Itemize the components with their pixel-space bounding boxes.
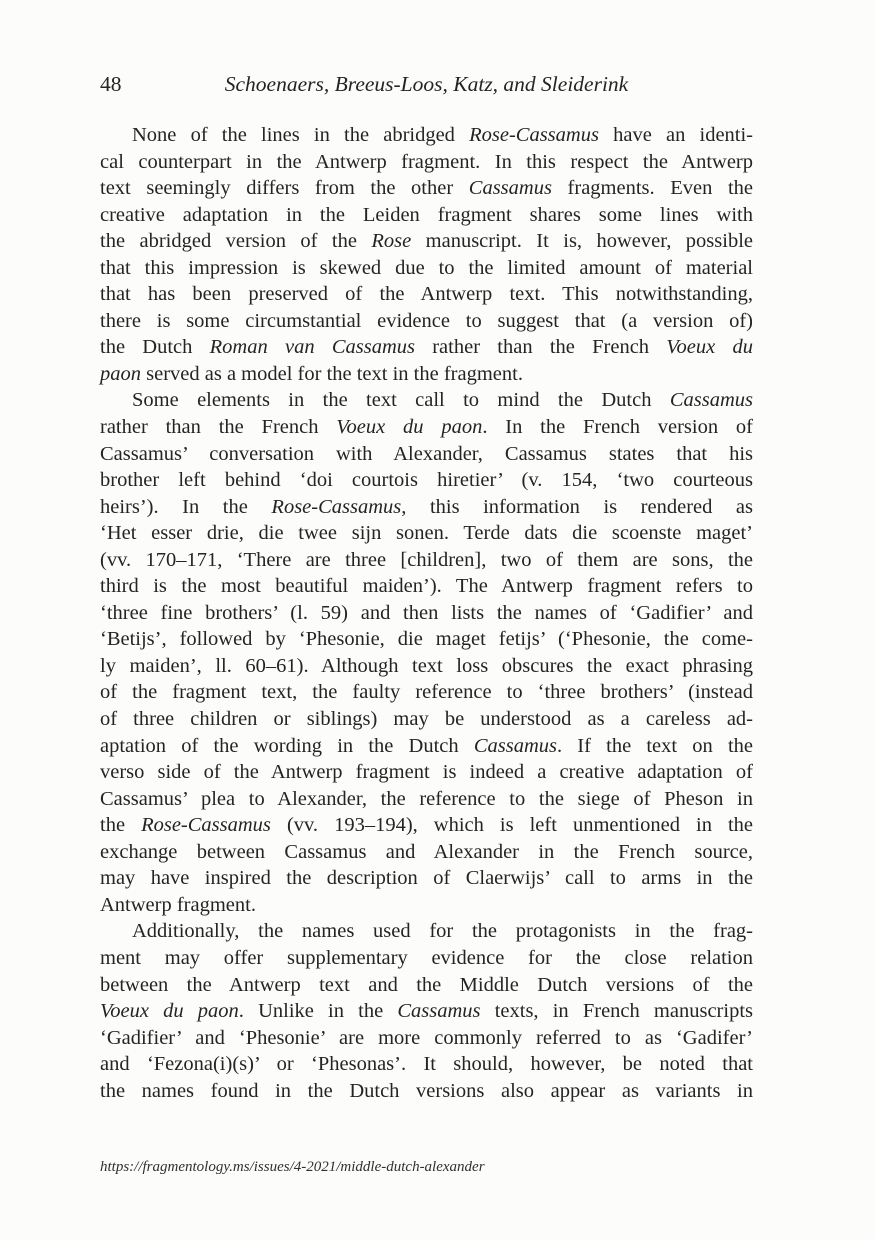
text-line: the abridged version of the Rose manuscript. It is, however, possible bbox=[100, 230, 753, 253]
text-line: Some elements in the text call to mind the Dutch Cassamus bbox=[132, 389, 753, 412]
text-line: ment may offer supplementary evidence for the close relation bbox=[100, 946, 753, 969]
text-line: Cassamus’ plea to Alexander, the reference to the siege of Pheson in bbox=[100, 787, 753, 810]
text-line: the Rose-Cassamus (vv. 193–194), which is left unmentioned in the bbox=[100, 814, 754, 837]
text-line: that has been preserved of the Antwerp text. This notwithstanding, bbox=[100, 283, 753, 306]
text-line: ‘Het esser drie, die twee sijn sonen. Terde dats die scoenste maget’ bbox=[100, 522, 753, 545]
text-line: the Dutch Roman van Cassamus rather than the French Voeux du bbox=[100, 336, 753, 359]
text-line: may have inspired the description of Claerwijs’ call to arms in the bbox=[100, 867, 753, 890]
page-number: 48 bbox=[100, 72, 122, 96]
text-line: brother left behind ‘doi courtois hiretier’ (v. 154, ‘two courteous bbox=[100, 469, 753, 492]
text-line: Additionally, the names used for the protagonists in the frag- bbox=[132, 920, 753, 943]
text-line: and ‘Fezona(i)(s)’ or ‘Phesonas’. It should, however, be noted that bbox=[100, 1053, 753, 1076]
text-line: of three children or siblings) may be understood as a careless ad- bbox=[100, 708, 753, 731]
text-line: ‘Betijs’, followed by ‘Phesonie, die maget fetijs’ (‘Phesonie, the come- bbox=[100, 628, 753, 651]
text-line: between the Antwerp text and the Middle Dutch versions of the bbox=[100, 973, 753, 996]
text-line: ly maiden’, ll. 60–61). Although text loss obscures the exact phrasing bbox=[100, 654, 753, 677]
text-line: creative adaptation in the Leiden fragment shares some lines with bbox=[100, 203, 753, 226]
text-line: None of the lines in the abridged Rose-Cassamus have an identi- bbox=[132, 124, 754, 146]
text-line: third is the most beautiful maiden’). The Antwerp fragment refers to bbox=[100, 575, 753, 598]
text-line: rather than the French Voeux du paon. In the French version of bbox=[100, 416, 753, 439]
text-line: (vv. 170–171, ‘There are three [children], two of them are sons, the bbox=[100, 548, 753, 571]
text-line: ‘three fine brothers’ (l. 59) and then lists the names of ‘Gadifier’ and bbox=[100, 601, 753, 624]
text-line: heirs’). In the Rose-Cassamus, this information is rendered as bbox=[100, 495, 754, 518]
page-header bbox=[100, 70, 753, 98]
text-line: Cassamus’ conversation with Alexander, Cassamus states that his bbox=[100, 442, 753, 465]
text-line: paon served as a model for the text in the fragment. bbox=[100, 362, 523, 385]
text-line: exchange between Cassamus and Alexander in the French source, bbox=[100, 840, 753, 863]
footer-url: https://fragmentology.ms/issues/4-2021/middle-dutch-alexander bbox=[100, 1159, 485, 1175]
running-head: Schoenaers, Breeus-Loos, Katz, and Sleiderink bbox=[224, 72, 629, 96]
text-line: that this impression is skewed due to the limited amount of material bbox=[100, 256, 753, 279]
text-line: text seemingly differs from the other Cassamus fragments. Even the bbox=[100, 177, 754, 200]
text-line: Voeux du paon. Unlike in the Cassamus texts, in French manuscripts bbox=[100, 1000, 753, 1023]
text-line: Antwerp fragment. bbox=[100, 893, 256, 916]
body-text bbox=[100, 122, 753, 1104]
text-line: there is some circumstantial evidence to suggest that (a version of) bbox=[100, 309, 753, 332]
text-line: of the fragment text, the faulty reference to ‘three brothers’ (instead bbox=[100, 681, 753, 704]
text-line: aptation of the wording in the Dutch Cassamus. If the text on the bbox=[100, 734, 753, 757]
text-line: cal counterpart in the Antwerp fragment. In this respect the Antwerp bbox=[100, 150, 753, 173]
text-line: verso side of the Antwerp fragment is indeed a creative adaptation of bbox=[100, 761, 753, 784]
text-line: the names found in the Dutch versions also appear as variants in bbox=[100, 1079, 753, 1102]
text-line: ‘Gadifier’ and ‘Phesonie’ are more commonly referred to as ‘Gadifer’ bbox=[100, 1026, 753, 1049]
